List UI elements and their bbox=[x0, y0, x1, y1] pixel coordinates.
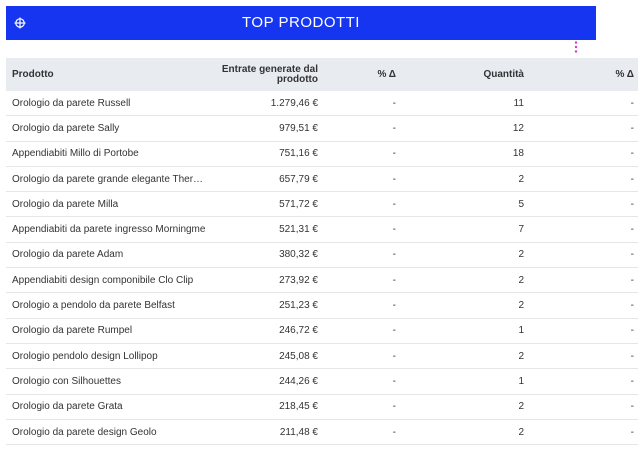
revenue-delta-cell: - bbox=[322, 369, 400, 394]
revenue-delta-cell: - bbox=[322, 318, 400, 343]
revenue-cell: 657,79 € bbox=[216, 166, 322, 191]
product-name-cell: Orologio da parete Russell bbox=[6, 91, 216, 116]
widget-header bbox=[6, 6, 596, 40]
quantity-delta-cell: - bbox=[528, 116, 638, 141]
revenue-cell: 251,23 € bbox=[216, 293, 322, 318]
quantity-cell: 2 bbox=[400, 419, 528, 444]
revenue-cell: 751,16 € bbox=[216, 141, 322, 166]
revenue-delta-cell: - bbox=[322, 192, 400, 217]
quantity-delta-cell: - bbox=[528, 318, 638, 343]
quantity-delta-cell: - bbox=[528, 242, 638, 267]
quantity-delta-cell: - bbox=[528, 369, 638, 394]
quantity-delta-cell: - bbox=[528, 343, 638, 368]
quantity-cell: 2 bbox=[400, 242, 528, 267]
quantity-cell: 7 bbox=[400, 217, 528, 242]
revenue-cell: 245,08 € bbox=[216, 343, 322, 368]
table-body bbox=[6, 91, 638, 445]
table-row[interactable] bbox=[6, 268, 638, 293]
quantity-delta-cell: - bbox=[528, 166, 638, 191]
product-name-cell: Appendiabiti Millo di Portobe bbox=[6, 141, 216, 166]
product-name-cell: Orologio da parete design Geolo bbox=[6, 419, 216, 444]
quantity-cell: 11 bbox=[400, 91, 528, 116]
product-name-cell: Appendiabiti da parete ingresso Morningme bbox=[6, 217, 216, 242]
table-row[interactable] bbox=[6, 141, 638, 166]
quantity-cell: 1 bbox=[400, 318, 528, 343]
table-row[interactable] bbox=[6, 369, 638, 394]
quantity-delta-cell: - bbox=[528, 293, 638, 318]
revenue-delta-cell: - bbox=[322, 91, 400, 116]
column-header-quantity-delta[interactable]: % Δ bbox=[528, 58, 638, 91]
table-row[interactable] bbox=[6, 91, 638, 116]
revenue-delta-cell: - bbox=[322, 141, 400, 166]
column-header-revenue[interactable]: Entrate generate dal prodotto bbox=[216, 58, 322, 91]
revenue-delta-cell: - bbox=[322, 116, 400, 141]
table-row[interactable] bbox=[6, 343, 638, 368]
revenue-cell: 1.279,46 € bbox=[216, 91, 322, 116]
revenue-delta-cell: - bbox=[322, 394, 400, 419]
quantity-cell: 2 bbox=[400, 268, 528, 293]
top-products-table-container bbox=[6, 58, 634, 445]
table-row[interactable] bbox=[6, 419, 638, 444]
product-name-cell: Orologio da parete Adam bbox=[6, 242, 216, 267]
product-name-cell: Appendiabiti design componibile Clo Clip bbox=[6, 268, 216, 293]
quantity-delta-cell: - bbox=[528, 141, 638, 166]
product-name-cell: Orologio a pendolo da parete Belfast bbox=[6, 293, 216, 318]
revenue-delta-cell: - bbox=[322, 419, 400, 444]
table-row[interactable] bbox=[6, 192, 638, 217]
quantity-delta-cell: - bbox=[528, 192, 638, 217]
table-header-row bbox=[6, 58, 638, 91]
quantity-delta-cell: - bbox=[528, 217, 638, 242]
revenue-delta-cell: - bbox=[322, 293, 400, 318]
quantity-cell: 2 bbox=[400, 343, 528, 368]
table-row[interactable] bbox=[6, 217, 638, 242]
table-row[interactable] bbox=[6, 293, 638, 318]
product-name-cell: Orologio da parete grande elegante Ther… bbox=[6, 166, 216, 191]
product-name-cell: Orologio da parete Grata bbox=[6, 394, 216, 419]
revenue-cell: 244,26 € bbox=[216, 369, 322, 394]
column-header-revenue-delta[interactable]: % Δ bbox=[322, 58, 400, 91]
quantity-delta-cell: - bbox=[528, 268, 638, 293]
quantity-cell: 18 bbox=[400, 141, 528, 166]
revenue-delta-cell: - bbox=[322, 268, 400, 293]
quantity-cell: 2 bbox=[400, 293, 528, 318]
column-header-quantity[interactable]: Quantità bbox=[400, 58, 528, 91]
quantity-cell: 5 bbox=[400, 192, 528, 217]
revenue-cell: 380,32 € bbox=[216, 242, 322, 267]
column-header-product[interactable]: Prodotto bbox=[6, 58, 216, 91]
quantity-delta-cell: - bbox=[528, 91, 638, 116]
quantity-cell: 1 bbox=[400, 369, 528, 394]
quantity-delta-cell: - bbox=[528, 419, 638, 444]
table-row[interactable] bbox=[6, 394, 638, 419]
table-row[interactable] bbox=[6, 318, 638, 343]
revenue-cell: 211,48 € bbox=[216, 419, 322, 444]
product-name-cell: Orologio con Silhouettes bbox=[6, 369, 216, 394]
revenue-cell: 273,92 € bbox=[216, 268, 322, 293]
revenue-delta-cell: - bbox=[322, 217, 400, 242]
widget-title: TOP PRODOTTI bbox=[242, 14, 360, 31]
product-name-cell: Orologio da parete Rumpel bbox=[6, 318, 216, 343]
product-name-cell: Orologio da parete Milla bbox=[6, 192, 216, 217]
more-vertical-icon[interactable] bbox=[573, 41, 579, 53]
quantity-delta-cell: - bbox=[528, 394, 638, 419]
product-name-cell: Orologio pendolo design Lollipop bbox=[6, 343, 216, 368]
product-name-cell: Orologio da parete Sally bbox=[6, 116, 216, 141]
revenue-cell: 218,45 € bbox=[216, 394, 322, 419]
revenue-cell: 246,72 € bbox=[216, 318, 322, 343]
quantity-cell: 12 bbox=[400, 116, 528, 141]
revenue-cell: 979,51 € bbox=[216, 116, 322, 141]
table-row[interactable] bbox=[6, 242, 638, 267]
quantity-cell: 2 bbox=[400, 166, 528, 191]
revenue-delta-cell: - bbox=[322, 242, 400, 267]
top-products-table bbox=[6, 58, 638, 445]
quantity-cell: 2 bbox=[400, 394, 528, 419]
revenue-cell: 571,72 € bbox=[216, 192, 322, 217]
revenue-delta-cell: - bbox=[322, 166, 400, 191]
revenue-cell: 521,31 € bbox=[216, 217, 322, 242]
table-row[interactable] bbox=[6, 166, 638, 191]
revenue-delta-cell: - bbox=[322, 343, 400, 368]
table-row[interactable] bbox=[6, 116, 638, 141]
